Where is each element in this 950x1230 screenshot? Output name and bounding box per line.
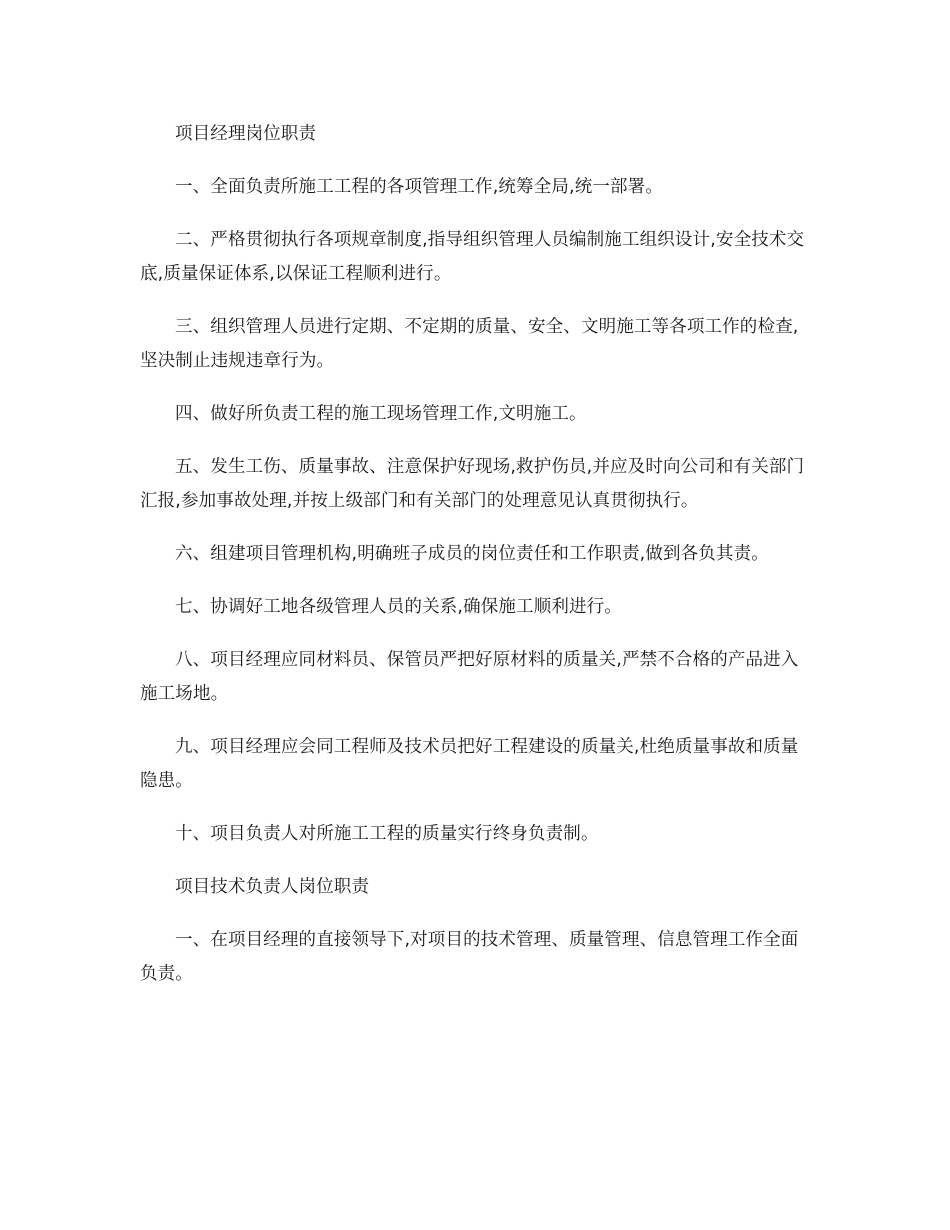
duty-item-3: 三、组织管理人员进行定期、不定期的质量、安全、文明施工等各项工作的检查,坚决制止违规违章行为。 <box>140 317 799 371</box>
tech-duty-item-1: 一、在项目经理的直接领导下,对项目的技术管理、质量管理、信息管理工作全面负责。 <box>140 930 799 984</box>
duty-item-6: 六、组建项目管理机构,明确班子成员的岗位责任和工作职责,做到各负其责。 <box>175 544 769 564</box>
duty-item-9: 九、项目经理应会同工程师及技术员把好工程建设的质量关,杜绝质量事故和质量隐患。 <box>140 737 799 791</box>
duty-item-8: 八、项目经理应同材料员、保管员严把好原材料的质量关,严禁不合格的产品进入施工场地。 <box>140 650 799 704</box>
duty-item-2: 二、严格贯彻执行各项规章制度,指导组织管理人员编制施工组织设计,安全技术交底,质量保证体系,以保证工程顺利进行。 <box>140 230 805 284</box>
duty-item-5: 五、发生工伤、质量事故、注意保护好现场,救护伤员,并应及时向公司和有关部门汇报,参加事故处理,并按上级部门和有关部门的处理意见认真贯彻执行。 <box>140 457 805 511</box>
document-body <box>140 117 812 1010</box>
section-heading-technical-lead: 项目技术负责人岗位职责 <box>175 877 370 897</box>
section-heading-project-manager: 项目经理岗位职责 <box>175 124 317 144</box>
duty-item-7: 七、协调好工地各级管理人员的关系,确保施工顺利进行。 <box>175 597 622 617</box>
duty-item-1: 一、全面负责所施工工程的各项管理工作,统筹全局,统一部署。 <box>175 177 663 197</box>
duty-item-4: 四、做好所负责工程的施工现场管理工作,文明施工。 <box>175 404 587 424</box>
duty-item-10: 十、项目负责人对所施工工程的质量实行终身负责制。 <box>175 824 599 844</box>
